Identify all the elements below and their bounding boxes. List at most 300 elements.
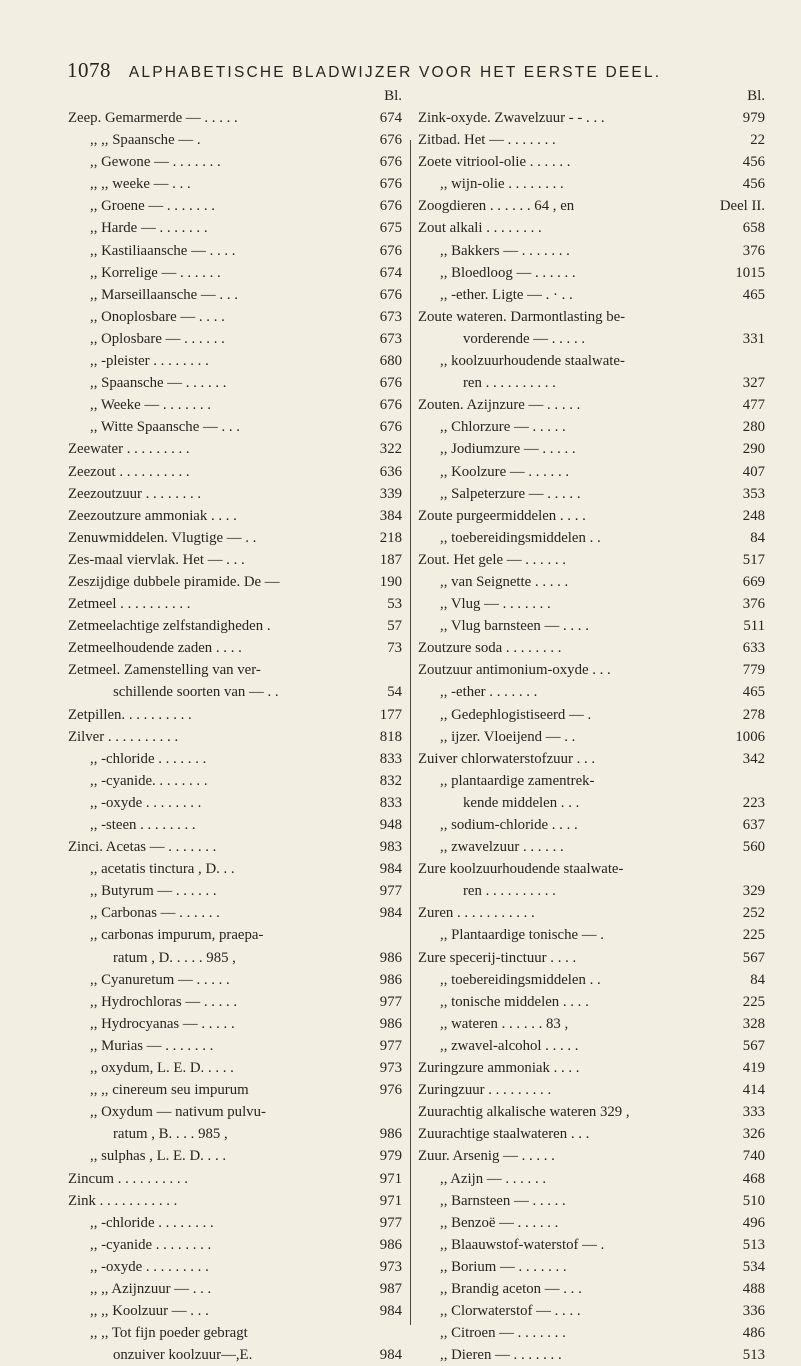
entry-page-ref: 567 [742,1037,765,1054]
entry-page-ref: 486 [742,1325,765,1342]
entry-continuation: ren . . . . . . . . . . [463,375,556,392]
index-entry [68,217,402,239]
entry-page-ref: 986 [379,1236,402,1253]
entry-term: ,, Koolzure — . . . . . . [440,463,570,480]
entry-term: ,, -chloride . . . . . . . [90,750,207,767]
index-entry [68,483,402,505]
index-entry [418,173,765,195]
index-entry [418,240,765,262]
entry-page-ref: 673 [379,330,402,347]
entry-term: Zilver . . . . . . . . . . [68,728,179,745]
entry-page-ref: 333 [742,1104,765,1121]
entry-continuation: onzuiver koolzuur—,E. [113,1347,253,1364]
entry-term: Zincum . . . . . . . . . . [68,1170,189,1187]
index-entry [418,416,765,438]
entry-page-ref: 534 [742,1258,765,1275]
index-entry [68,593,402,615]
index-entry [418,571,765,593]
index-entry [418,770,765,814]
entry-term: ,, Gewone — . . . . . . . [90,154,221,171]
entry-term: ,, Hydrochloras — . . . . . [90,993,238,1010]
index-entry [418,195,765,217]
index-entry [68,836,402,858]
index-entry [418,394,765,416]
entry-term: ,, toebereidingsmiddelen . . [440,529,601,546]
entry-term: ,, Plantaardige tonische — . [440,927,604,944]
index-entry [68,704,402,726]
entry-term: Zoete vitriool-olie . . . . . . [418,154,571,171]
index-entry [68,372,402,394]
entry-page-ref: 53 [387,596,402,613]
index-entry [418,1035,765,1057]
index-entry [68,173,402,195]
index-entry [418,1145,765,1167]
entry-page-ref: 984 [379,905,402,922]
index-entry [418,947,765,969]
index-entry [418,1300,765,1322]
entry-term: ,, oxydum, L. E. D. . . . . [90,1060,234,1077]
entry-term: ,, Korrelige — . . . . . . [90,264,221,281]
entry-page-ref: 676 [379,242,402,259]
entry-term: ,, -oxyde . . . . . . . . [90,794,202,811]
entry-term: ,, Dieren — . . . . . . . [440,1347,562,1364]
index-entry [418,858,765,902]
index-entry [68,1013,402,1035]
entry-page-ref: 976 [379,1082,402,1099]
entry-term: ,, ,, Spaansche — . [90,132,201,149]
entry-term: ,, ,, Koolzuur — . . . [90,1303,209,1320]
entry-term: ,, ,, Tot fijn poeder gebragt [90,1325,248,1342]
entry-term: ,, carbonas impurum, praepa- [90,927,264,944]
entry-term: ,, Carbonas — . . . . . . [90,905,220,922]
entry-term: ,, sulphas , L. E. D. . . . [90,1148,227,1165]
entry-page-ref: 342 [742,750,765,767]
entry-term: ,, -oxyde . . . . . . . . . [90,1258,209,1275]
entry-term: ,, Jodiumzure — . . . . . [440,441,576,458]
entry-page-ref: 567 [742,949,765,966]
index-entry [68,1212,402,1234]
index-entry [418,991,765,1013]
entry-page-ref: 977 [379,1214,402,1231]
index-entry [68,240,402,262]
index-entry [68,637,402,659]
index-entry [68,991,402,1013]
entry-page-ref: 456 [742,154,765,171]
entry-term: ,, Weeke — . . . . . . . [90,397,211,414]
index-entry [68,880,402,902]
index-entry [68,527,402,549]
entry-page-ref: 676 [379,419,402,436]
index-entry [68,659,402,703]
entry-page-ref: Deel II. [719,198,765,215]
index-entry [418,461,765,483]
index-entry [418,726,765,748]
entry-term: ,, van Seignette . . . . . [440,573,569,590]
entry-page-ref: 669 [742,573,765,590]
entry-page-ref: 22 [750,132,765,149]
entry-page-ref: 328 [742,1015,765,1032]
entry-page-ref: 973 [379,1258,402,1275]
entry-page-ref: 73 [387,640,402,657]
index-entry [418,1168,765,1190]
index-entry [68,1145,402,1167]
entry-term: Zuiver chlorwaterstofzuur . . . [418,750,596,767]
index-entry [68,902,402,924]
index-entry [418,1278,765,1300]
index-entry [418,681,765,703]
entry-term: ,, Murias — . . . . . . . [90,1037,214,1054]
entry-term: ,, Butyrum — . . . . . . [90,883,217,900]
entry-term: Zoogdieren . . . . . . 64 , en [418,198,575,215]
index-entry [68,1256,402,1278]
entry-term: ,, -chloride . . . . . . . . [90,1214,214,1231]
entry-page-ref: 984 [379,861,402,878]
entry-page-ref: 560 [742,839,765,856]
entry-page-ref: 465 [742,286,765,303]
entry-page-ref: 977 [379,1037,402,1054]
index-entry [418,1322,765,1344]
page-column-heading: Bl. [384,88,402,104]
index-entry [418,704,765,726]
entry-term: Zeezout . . . . . . . . . . [68,463,190,480]
entry-term: Zenuwmiddelen. Vlugtige — . . [68,529,257,546]
index-entry [68,770,402,792]
index-entry [68,461,402,483]
entry-page-ref: 676 [379,154,402,171]
entry-page-ref: 496 [742,1214,765,1231]
entry-term: ,, plantaardige zamentrek- [440,772,595,789]
entry-term: Zoute purgeermiddelen . . . . [418,507,586,524]
entry-term: Zout alkali . . . . . . . . [418,220,542,237]
index-entry [418,902,765,924]
entry-list [68,107,402,1366]
entry-term: Zetmeel. Zamenstelling van ver- [68,662,261,679]
index-entry [418,129,765,151]
index-entry [418,836,765,858]
index-entry [418,1123,765,1145]
entry-page-ref: 779 [742,662,765,679]
index-entry [418,1057,765,1079]
index-entry [418,1344,765,1366]
entry-term: ,, Azijn — . . . . . . [440,1170,547,1187]
entry-term: Zout. Het gele — . . . . . . [418,551,566,568]
index-entry [418,1013,765,1035]
index-entry [418,438,765,460]
entry-term: ,, Marseillaansche — . . . [90,286,238,303]
entry-term: ,, ,, cinereum seu impurum [90,1082,249,1099]
entry-term: Zeewater . . . . . . . . . [68,441,190,458]
entry-page-ref: 336 [742,1303,765,1320]
entry-term: ,, ,, Azijnzuur — . . . [90,1280,212,1297]
index-entry [68,262,402,284]
entry-page-ref: 984 [379,1347,402,1364]
entry-term: Zuurachtig alkalische wateren 329 , [418,1104,630,1121]
entry-page-ref: 832 [379,772,402,789]
entry-page-ref: 280 [742,419,765,436]
index-entry [418,350,765,394]
page-number: 1078 [67,58,111,82]
index-entry [68,350,402,372]
entry-term: ,, wateren . . . . . . 83 , [440,1015,569,1032]
entry-term: ,, Kastiliaansche — . . . . [90,242,236,259]
entry-term: Zuur. Arsenig — . . . . . [418,1148,555,1165]
entry-term: Zoute wateren. Darmontlasting be- [418,308,626,325]
index-entry [418,969,765,991]
entry-page-ref: 218 [379,529,402,546]
entry-page-ref: 984 [379,1303,402,1320]
entry-term: ,, -cyanide. . . . . . . . [90,772,208,789]
entry-term: Zure specerij-tinctuur . . . . [418,949,577,966]
entry-page-ref: 177 [379,706,402,723]
entry-page-ref: 986 [379,949,402,966]
entry-term: ,, Witte Spaansche — . . . [90,419,240,436]
entry-term: Zink . . . . . . . . . . . [68,1192,178,1209]
index-entry [418,505,765,527]
entry-term: ,, ,, weeke — . . . [90,176,191,193]
entry-term: ,, Harde — . . . . . . . [90,220,208,237]
entry-term: ,, Cyanuretum — . . . . . [90,971,230,988]
entry-continuation: ren . . . . . . . . . . [463,883,556,900]
entry-term: ,, Vlug — . . . . . . . [440,596,551,613]
entry-page-ref: 673 [379,308,402,325]
entry-page-ref: 983 [379,839,402,856]
entry-term: ,, zwavel-alcohol . . . . . [440,1037,579,1054]
entry-term: ,, Spaansche — . . . . . . [90,375,227,392]
entry-page-ref: 252 [742,905,765,922]
entry-term: Zetmeelhoudende zaden . . . . [68,640,242,657]
entry-term: Zink-oxyde. Zwavelzuur - - . . . [418,110,605,126]
index-entry [68,1234,402,1256]
index-entry [68,195,402,217]
entry-term: ,, koolzuurhoudende staalwate- [440,353,625,370]
entry-term: Zure koolzuurhoudende staalwate- [418,861,624,878]
entry-term: Zeszijdige dubbele piramide. De — [68,573,280,590]
index-entry [68,416,402,438]
entry-term: Zuren . . . . . . . . . . . [418,905,535,922]
entry-page-ref: 979 [742,110,765,126]
entry-term: ,, wijn-olie . . . . . . . . [440,176,564,193]
entry-page-ref: 675 [379,220,402,237]
index-entry [418,549,765,571]
index-entry [418,615,765,637]
index-entry [418,593,765,615]
index-entry [418,637,765,659]
entry-term: ,, Chlorzure — . . . . . [440,419,566,436]
entry-page-ref: 190 [379,573,402,590]
entry-page-ref: 465 [742,684,765,701]
entry-term: Zeep. Gemarmerde — . . . . . [68,110,238,126]
index-entry [68,615,402,637]
entry-page-ref: 977 [379,993,402,1010]
index-entry [68,107,402,129]
index-entry [68,284,402,306]
entry-page-ref: 740 [742,1148,765,1165]
entry-page-ref: 986 [379,1126,402,1143]
entry-page-ref: 187 [379,551,402,568]
entry-page-ref: 510 [742,1192,765,1209]
entry-page-ref: 676 [379,132,402,149]
entry-page-ref: 987 [379,1280,402,1297]
index-entry [68,969,402,991]
entry-term: Zuurachtige staalwateren . . . [418,1126,590,1143]
entry-page-ref: 477 [742,397,765,414]
index-entry [68,1057,402,1079]
index-entry [418,1212,765,1234]
index-entry [418,107,765,129]
entry-page-ref: 979 [379,1148,402,1165]
entry-page-ref: 517 [742,551,765,568]
entry-page-ref: 329 [742,883,765,900]
index-entry [418,527,765,549]
index-entry [418,748,765,770]
entry-term: Zeezoutzure ammoniak . . . . [68,507,237,524]
index-entry [68,748,402,770]
entry-page-ref: 676 [379,375,402,392]
index-entry [68,394,402,416]
entry-term: Zetmeel . . . . . . . . . . [68,596,191,613]
entry-page-ref: 57 [387,618,402,635]
entry-term: Zetpillen. . . . . . . . . . [68,706,192,723]
index-entry [68,438,402,460]
index-entry [418,814,765,836]
entry-page-ref: 971 [379,1170,402,1187]
entry-term: Zinci. Acetas — . . . . . . . [68,839,217,856]
entry-page-ref: 339 [379,485,402,502]
entry-term: ,, tonische middelen . . . . [440,993,589,1010]
entry-term: ,, Oxydum — nativum pulvu- [90,1104,266,1121]
entry-page-ref: 322 [379,441,402,458]
index-entry [68,858,402,880]
entry-continuation: ratum , D. . . . . 985 , [113,949,236,966]
entry-page-ref: 513 [742,1236,765,1253]
entry-page-ref: 833 [379,750,402,767]
entry-term: Zetmeelachtige zelfstandigheden . [68,618,271,635]
entry-term: Zeezoutzuur . . . . . . . . [68,485,202,502]
entry-page-ref: 1006 [735,728,765,745]
entry-continuation: ratum , B. . . . 985 , [113,1126,228,1143]
entry-page-ref: 973 [379,1060,402,1077]
entry-term: ,, Brandig aceton — . . . [440,1280,582,1297]
index-entry [68,306,402,328]
entry-term: Zoutzuur antimonium-oxyde . . . [418,662,611,679]
index-entry [68,151,402,173]
entry-page-ref: 948 [379,817,402,833]
index-entry [418,483,765,505]
entry-page-ref: 680 [379,353,402,370]
entry-term: ,, Bloedloog — . . . . . . [440,264,576,281]
entry-term: ,, Borium — . . . . . . . [440,1258,567,1275]
entry-term: ,, Salpeterzure — . . . . . [440,485,581,502]
entry-page-ref: 833 [379,794,402,811]
entry-page-ref: 676 [379,286,402,303]
entry-term: ,, acetatis tinctura , D. . . [90,861,235,878]
index-entry [68,924,402,968]
index-entry [68,1035,402,1057]
entry-page-ref: 248 [742,507,765,524]
entry-page-ref: 488 [742,1280,765,1297]
index-entry [68,792,402,814]
entry-term: ,, -ether . . . . . . . [440,684,538,701]
entry-page-ref: 54 [387,684,402,701]
entry-term: ,, Citroen — . . . . . . . [440,1325,566,1342]
entry-page-ref: 977 [379,883,402,900]
entry-term: ,, Oplosbare — . . . . . . [90,330,225,347]
entry-continuation: vorderende — . . . . . [463,330,586,347]
index-entry [418,1234,765,1256]
entry-page-ref: 676 [379,176,402,193]
entry-page-ref: 633 [742,640,765,657]
entry-page-ref: 818 [379,728,402,745]
index-entry [68,549,402,571]
entry-term: ,, Bakkers — . . . . . . . [440,242,570,259]
index-entry [68,1101,402,1145]
index-entry [418,262,765,284]
entry-term: Zes-maal viervlak. Het — . . . [68,551,245,568]
page-column-heading: Bl. [747,88,765,104]
entry-page-ref: 419 [742,1060,765,1077]
entry-page-ref: 327 [742,375,765,392]
entry-term: ,, ijzer. Vloeijend — . . [440,728,576,745]
index-entry [68,328,402,350]
index-entry [418,306,765,350]
entry-page-ref: 676 [379,397,402,414]
index-entry [68,814,402,836]
running-header [67,58,661,83]
entry-page-ref: 636 [379,463,402,480]
index-entry [68,1168,402,1190]
entry-page-ref: 326 [742,1126,765,1143]
index-entry [418,924,765,946]
entry-page-ref: 513 [742,1347,765,1364]
index-entry [68,726,402,748]
entry-term: ,, -pleister . . . . . . . . [90,353,209,370]
index-entry [68,505,402,527]
entry-continuation: kende middelen . . . [463,794,580,811]
entry-page-ref: 353 [742,485,765,502]
entry-term: ,, Onoplosbare — . . . . [90,308,225,325]
index-entry [418,151,765,173]
entry-term: ,, Benzoë — . . . . . . [440,1214,559,1231]
entry-page-ref: 223 [742,794,765,811]
entry-page-ref: 468 [742,1170,765,1187]
entry-term: Zoutzure soda . . . . . . . . [418,640,562,657]
entry-page-ref: 84 [750,971,765,988]
entry-page-ref: 511 [743,618,765,635]
entry-term: ,, toebereidingsmiddelen . . [440,971,601,988]
entry-term: ,, Blaauwstof-waterstof — . [440,1236,605,1253]
index-entry [418,1101,765,1123]
index-column-left [68,85,402,1366]
page-title: ALPHABETISCHE BLADWIJZER VOOR HET EERSTE DEEL. [128,64,662,81]
entry-page-ref: 290 [742,441,765,458]
entry-page-ref: 1015 [735,264,765,281]
column-divider [410,140,411,1325]
entry-page-ref: 331 [742,330,765,347]
entry-term: Zitbad. Het — . . . . . . . [418,132,556,149]
index-entry [68,1322,402,1366]
entry-term: ,, zwavelzuur . . . . . . [440,839,564,856]
entry-term: ,, Barnsteen — . . . . . [440,1192,566,1209]
entry-term: ,, -ether. Ligte — . · . . [440,286,573,303]
index-entry [68,129,402,151]
entry-term: Zuringzuur . . . . . . . . . [418,1082,552,1099]
entry-page-ref: 225 [742,993,765,1010]
entry-term: Zouten. Azijnzure — . . . . . [418,397,581,414]
entry-page-ref: 676 [379,198,402,215]
index-entry [68,1300,402,1322]
entry-page-ref: 637 [742,817,765,833]
entry-page-ref: 674 [379,110,402,126]
